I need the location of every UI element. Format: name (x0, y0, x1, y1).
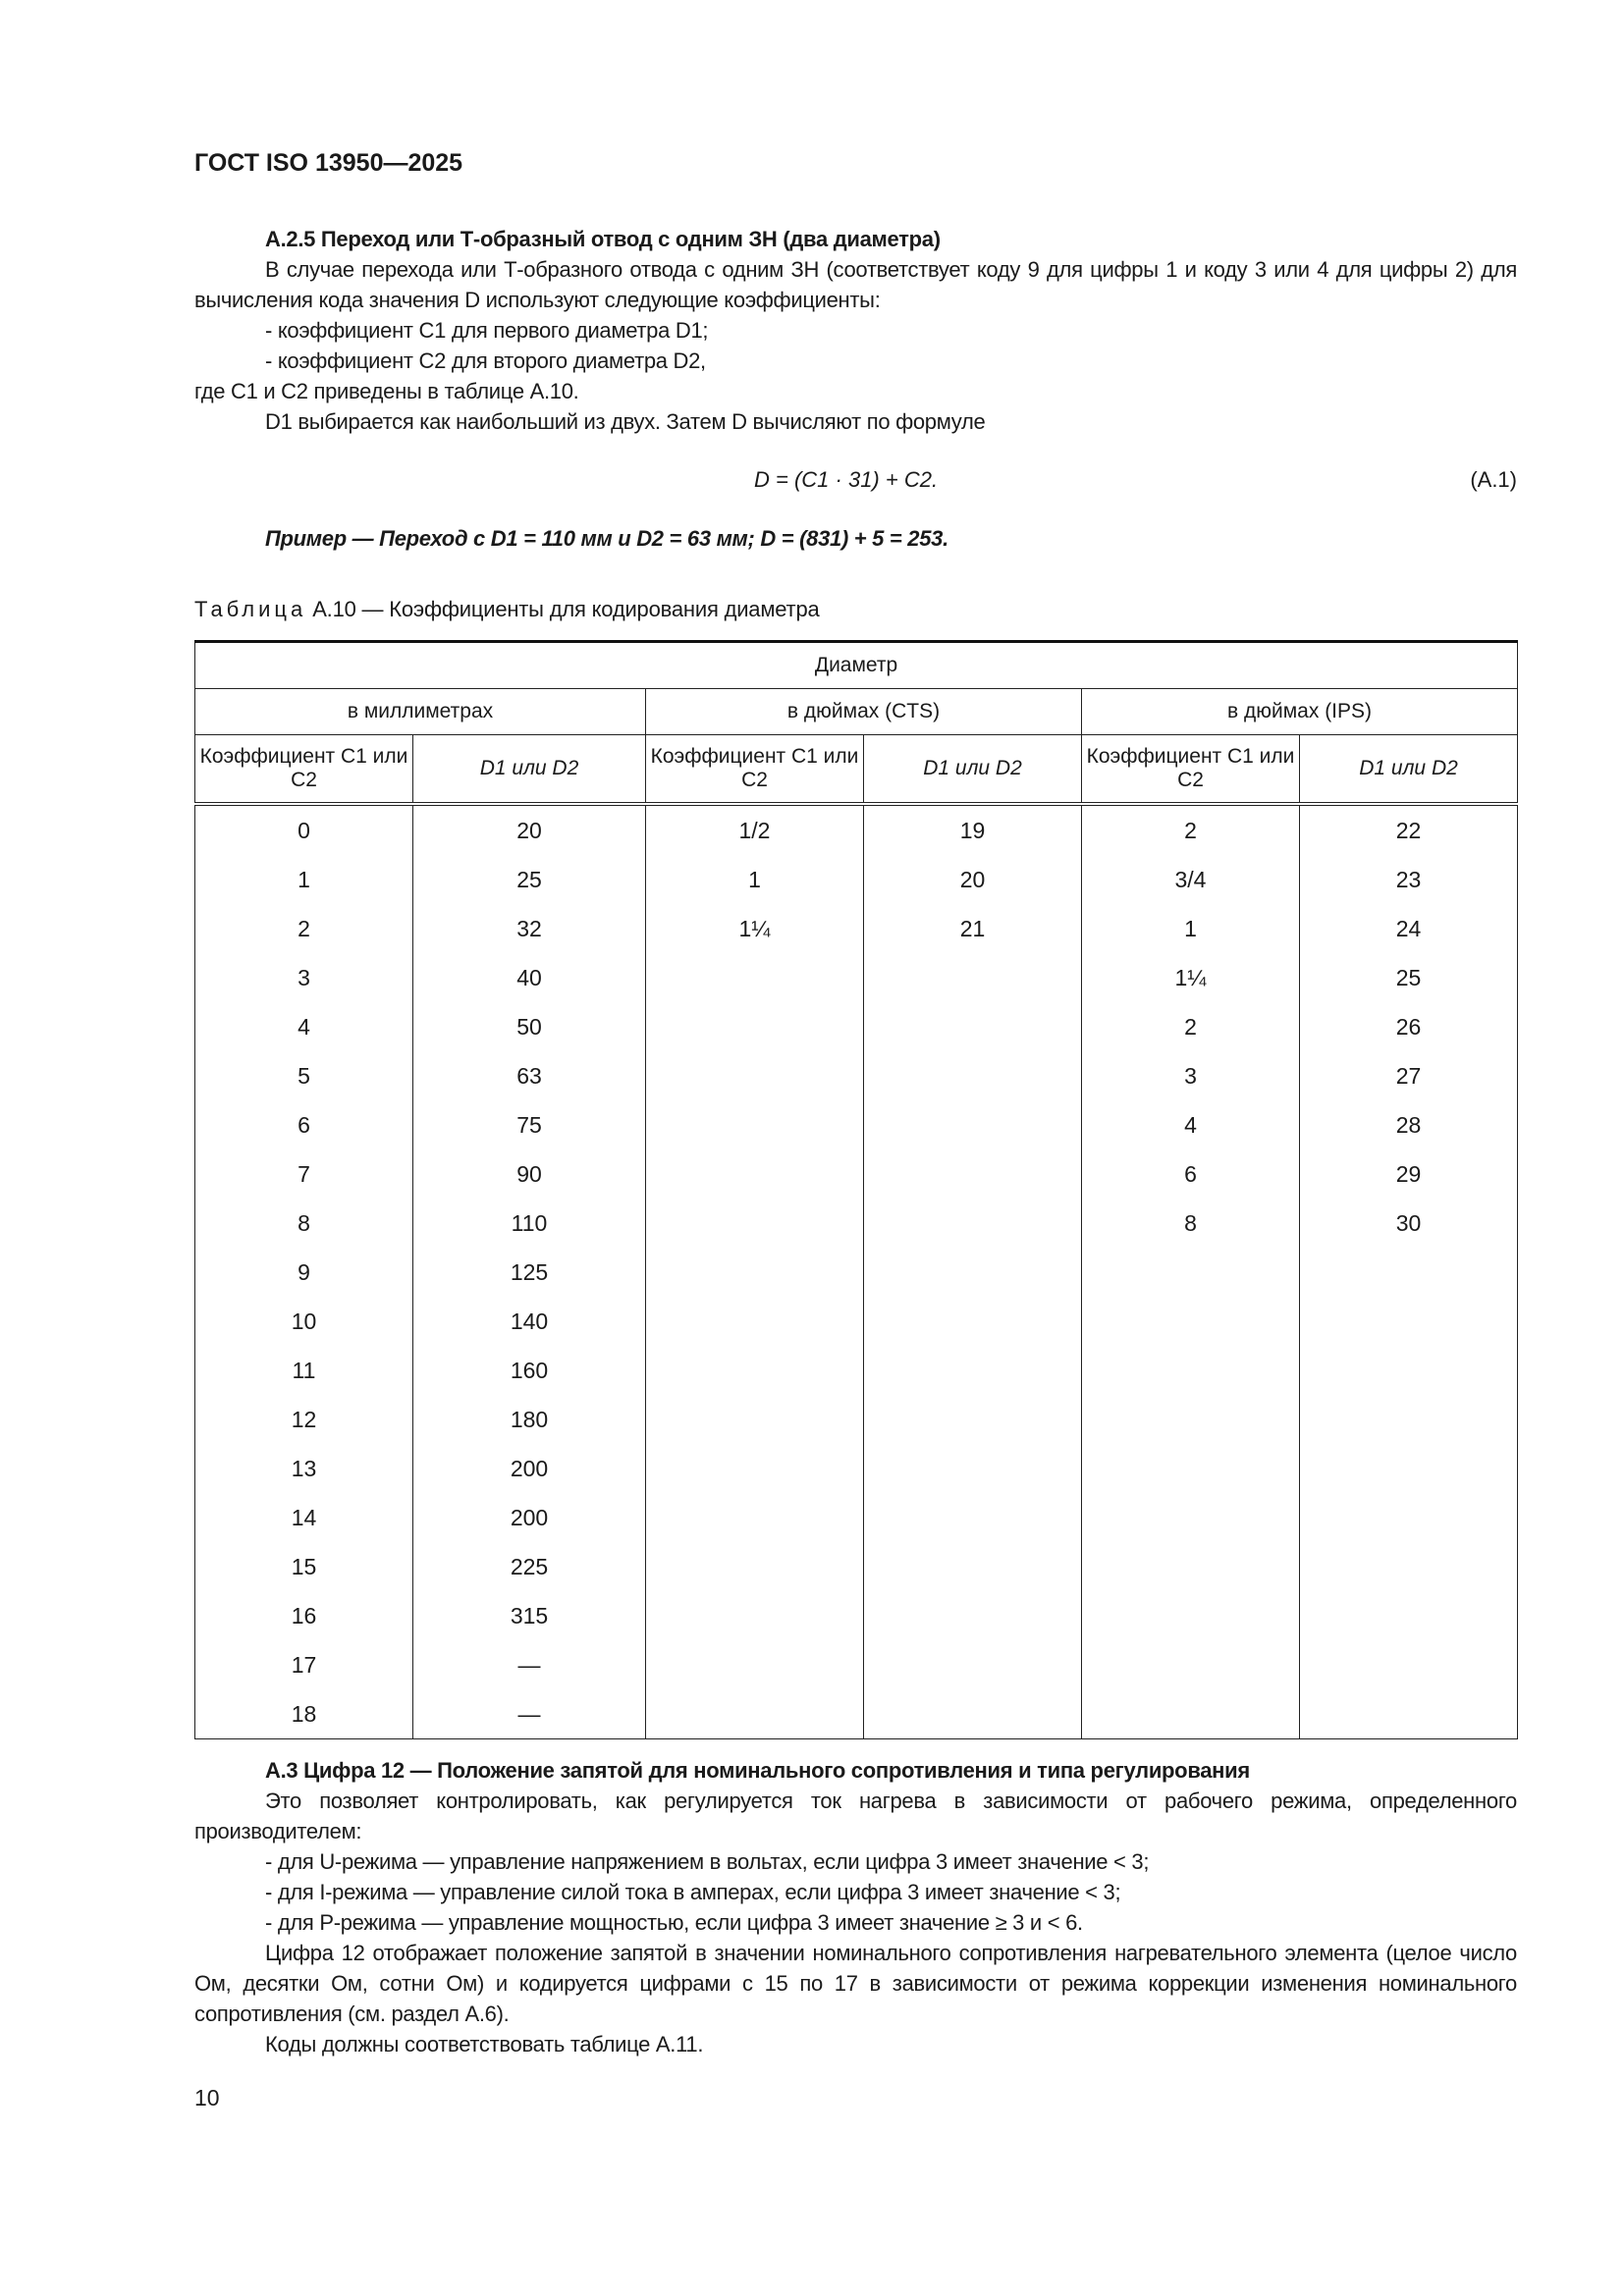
table-cell (646, 1542, 864, 1591)
group-mm: в миллиметрах (195, 689, 646, 735)
table-cell: 13 (195, 1444, 413, 1493)
table-cell: 160 (413, 1346, 646, 1395)
table-row (195, 1542, 1518, 1591)
table-cell: 1 (646, 855, 864, 904)
table-cell: 21 (864, 904, 1082, 953)
table-cell (1082, 1640, 1300, 1689)
table-cell: 9 (195, 1248, 413, 1297)
table-cell (1082, 1444, 1300, 1493)
table-cell (646, 1100, 864, 1149)
table-cell (864, 1444, 1082, 1493)
table-cell: 26 (1300, 1002, 1518, 1051)
table-cell (646, 1051, 864, 1100)
table-cell: 200 (413, 1493, 646, 1542)
table-cell (864, 1297, 1082, 1346)
table-cell (646, 1493, 864, 1542)
table-cell: 5 (195, 1051, 413, 1100)
formula: D = (C1 · 31) + C2. (754, 467, 939, 492)
table-cell: 125 (413, 1248, 646, 1297)
table-cell (864, 1051, 1082, 1100)
table-cell: 315 (413, 1591, 646, 1640)
table-row (195, 1493, 1518, 1542)
table-row (195, 1395, 1518, 1444)
col-coef: Коэффициент C1 или C2 (1082, 735, 1300, 805)
table-cell (646, 1591, 864, 1640)
formula-number: (А.1) (1470, 467, 1517, 492)
group-cts: в дюймах (CTS) (646, 689, 1082, 735)
table-cell (646, 1149, 864, 1199)
table-cell: 50 (413, 1002, 646, 1051)
table-row (195, 1100, 1518, 1149)
where-text: где C1 и C2 приведены в таблице А.10. (194, 379, 579, 403)
table-cell (864, 1542, 1082, 1591)
section-title (194, 224, 1517, 254)
table-cell: 140 (413, 1297, 646, 1346)
table-cell (1300, 1346, 1518, 1395)
table-cell: 4 (1082, 1100, 1300, 1149)
table-cell (864, 1100, 1082, 1149)
header-diameter: Диаметр (195, 642, 1518, 689)
col-d: D1 или D2 (413, 735, 646, 805)
table-cell: 18 (195, 1689, 413, 1739)
table-row (195, 904, 1518, 953)
table-cell (864, 1199, 1082, 1248)
table-cell: 4 (195, 1002, 413, 1051)
table-row (195, 953, 1518, 1002)
table-row (195, 1444, 1518, 1493)
table-row (195, 1346, 1518, 1395)
table-row (195, 1591, 1518, 1640)
table-cell: 29 (1300, 1149, 1518, 1199)
table-cell: 1¼ (646, 904, 864, 953)
col-d: D1 или D2 (1300, 735, 1518, 805)
table-cell (1082, 1591, 1300, 1640)
table-cell: 2 (1082, 804, 1300, 855)
table-cell (1082, 1346, 1300, 1395)
table-cell (1300, 1591, 1518, 1640)
table-cell: 8 (195, 1199, 413, 1248)
table-cell: 14 (195, 1493, 413, 1542)
table-cell (864, 1002, 1082, 1051)
section-intro: Это позволяет контролировать, как регулируется ток нагрева в зависимости от рабочего режима, определенного производителем: (194, 1789, 1517, 1843)
table-cell (1300, 1248, 1518, 1297)
table-cell (1082, 1395, 1300, 1444)
table-cell: 22 (1300, 804, 1518, 855)
table-cell: 24 (1300, 904, 1518, 953)
table-row (195, 804, 1518, 855)
col-coef: Коэффициент C1 или C2 (195, 735, 413, 805)
table-cell (646, 1199, 864, 1248)
table-cell: 75 (413, 1100, 646, 1149)
table-cell (864, 1149, 1082, 1199)
page-number: 10 (194, 2085, 220, 2110)
table-cell: — (413, 1640, 646, 1689)
paragraph: Коды должны соответствовать таблице А.11. (265, 2032, 704, 2056)
table-cell: 6 (195, 1100, 413, 1149)
table-cell (864, 1395, 1082, 1444)
table-row (195, 1248, 1518, 1297)
section-title: А.3 Цифра 12 — Положение запятой для номинального сопротивления и типа регулирования (265, 1758, 1250, 1783)
table-cell: 225 (413, 1542, 646, 1591)
table-cell: 11 (195, 1346, 413, 1395)
caption-text: А.10 — Коэффициенты для кодирования диаметра (312, 597, 820, 621)
table-cell (864, 1591, 1082, 1640)
table-cell (864, 953, 1082, 1002)
table-cell: 200 (413, 1444, 646, 1493)
document-header: ГОСТ ISO 13950—2025 (194, 149, 463, 177)
table-cell: — (413, 1689, 646, 1739)
bullet-p-mode: - для P-режима — управление мощностью, если цифра 3 имеет значение ≥ 3 и < 6. (265, 1910, 1083, 1935)
table-cell: 7 (195, 1149, 413, 1199)
table-cell (646, 1640, 864, 1689)
table-row (195, 1051, 1518, 1100)
table-cell (864, 1346, 1082, 1395)
table-cell: 25 (413, 855, 646, 904)
section-title-text: А.2.5 Переход или Т-образный отвод с одним ЗН (два диаметра) (265, 227, 941, 251)
table-cell (1300, 1444, 1518, 1493)
formula-a1 (194, 467, 1517, 501)
table-cell: 15 (195, 1542, 413, 1591)
table-cell: 30 (1300, 1199, 1518, 1248)
table-cell: 1/2 (646, 804, 864, 855)
table-cell: 3 (1082, 1051, 1300, 1100)
diameter-table (194, 640, 1518, 1739)
table-cell: 63 (413, 1051, 646, 1100)
table-cell: 90 (413, 1149, 646, 1199)
table-cell (864, 1689, 1082, 1739)
table-caption (194, 597, 820, 622)
table-cell: 2 (1082, 1002, 1300, 1051)
table-cell (1082, 1493, 1300, 1542)
table-cell: 1 (1082, 904, 1300, 953)
bullet-i-mode: - для I-режима — управление силой тока в амперах, если цифра 3 имеет значение < 3; (265, 1880, 1121, 1904)
table-cell (864, 1248, 1082, 1297)
table-cell: 20 (413, 804, 646, 855)
table-row (195, 1297, 1518, 1346)
table-cell (1300, 1297, 1518, 1346)
table-cell: 8 (1082, 1199, 1300, 1248)
table-cell: 28 (1300, 1100, 1518, 1149)
table-cell (646, 1248, 864, 1297)
table-row (195, 1640, 1518, 1689)
section-intro: В случае перехода или Т-образного отвода с одним ЗН (соответствует коду 9 для цифры 1 и коду 3 или 4 для цифры 2) для вычисления кода значения D используют следующие коэффициенты: (194, 257, 1517, 312)
table-cell (1082, 1297, 1300, 1346)
table-row (195, 1149, 1518, 1199)
table-cell (646, 1395, 864, 1444)
table-row (195, 1002, 1518, 1051)
col-d: D1 или D2 (864, 735, 1082, 805)
table-cell (646, 1689, 864, 1739)
table-cell: 110 (413, 1199, 646, 1248)
table-cell (646, 1297, 864, 1346)
table-cell (1300, 1640, 1518, 1689)
table-cell: 10 (195, 1297, 413, 1346)
table-cell: 2 (195, 904, 413, 953)
table-row (195, 1689, 1518, 1739)
section-a25 (194, 224, 1517, 437)
table-cell: 3 (195, 953, 413, 1002)
table-cell: 180 (413, 1395, 646, 1444)
table-cell: 19 (864, 804, 1082, 855)
bullet-c2: - коэффициент C2 для второго диаметра D2, (265, 348, 706, 373)
table-cell (646, 1346, 864, 1395)
group-ips: в дюймах (IPS) (1082, 689, 1518, 735)
table-row (195, 855, 1518, 904)
table-cell: 1 (195, 855, 413, 904)
paragraph: Цифра 12 отображает положение запятой в значении номинального сопротивления нагревательного элемента (целое число Ом, десятки Ом, сотни Ом) и кодируется цифрами с 15 по 17 в зависимости от режима коррекции изменения номинального сопротивления (см. раздел А.6). (194, 1941, 1517, 2026)
table-cell: 0 (195, 804, 413, 855)
table-cell (1300, 1493, 1518, 1542)
table-cell (1082, 1248, 1300, 1297)
table-cell: 12 (195, 1395, 413, 1444)
select-text: D1 выбирается как наибольший из двух. Затем D вычисляют по формуле (265, 409, 986, 434)
table-cell (864, 1640, 1082, 1689)
caption-label: Таблица (194, 597, 307, 621)
table-cell: 6 (1082, 1149, 1300, 1199)
table-cell: 17 (195, 1640, 413, 1689)
table-cell: 3/4 (1082, 855, 1300, 904)
bullet-c1: - коэффициент C1 для первого диаметра D1; (265, 318, 709, 343)
table-cell: 27 (1300, 1051, 1518, 1100)
table-cell: 16 (195, 1591, 413, 1640)
table-cell (1082, 1689, 1300, 1739)
table-cell: 32 (413, 904, 646, 953)
col-coef: Коэффициент C1 или C2 (646, 735, 864, 805)
table-cell: 25 (1300, 953, 1518, 1002)
table-cell: 40 (413, 953, 646, 1002)
table-cell (1300, 1395, 1518, 1444)
table-cell (646, 953, 864, 1002)
table-row (195, 1199, 1518, 1248)
table-cell (1082, 1542, 1300, 1591)
bullet-u-mode: - для U-режима — управление напряжением в вольтах, если цифра 3 имеет значение < 3; (265, 1849, 1150, 1874)
table-cell (1300, 1689, 1518, 1739)
table-cell (646, 1444, 864, 1493)
table-cell (646, 1002, 864, 1051)
table-cell: 23 (1300, 855, 1518, 904)
table-cell: 20 (864, 855, 1082, 904)
section-a3 (194, 1755, 1517, 2059)
table-cell: 1¼ (1082, 953, 1300, 1002)
table-cell (864, 1493, 1082, 1542)
example-text: Пример — Переход с D1 = 110 мм и D2 = 63 мм; D = (831) + 5 = 253. (265, 526, 948, 551)
table-cell (1300, 1542, 1518, 1591)
